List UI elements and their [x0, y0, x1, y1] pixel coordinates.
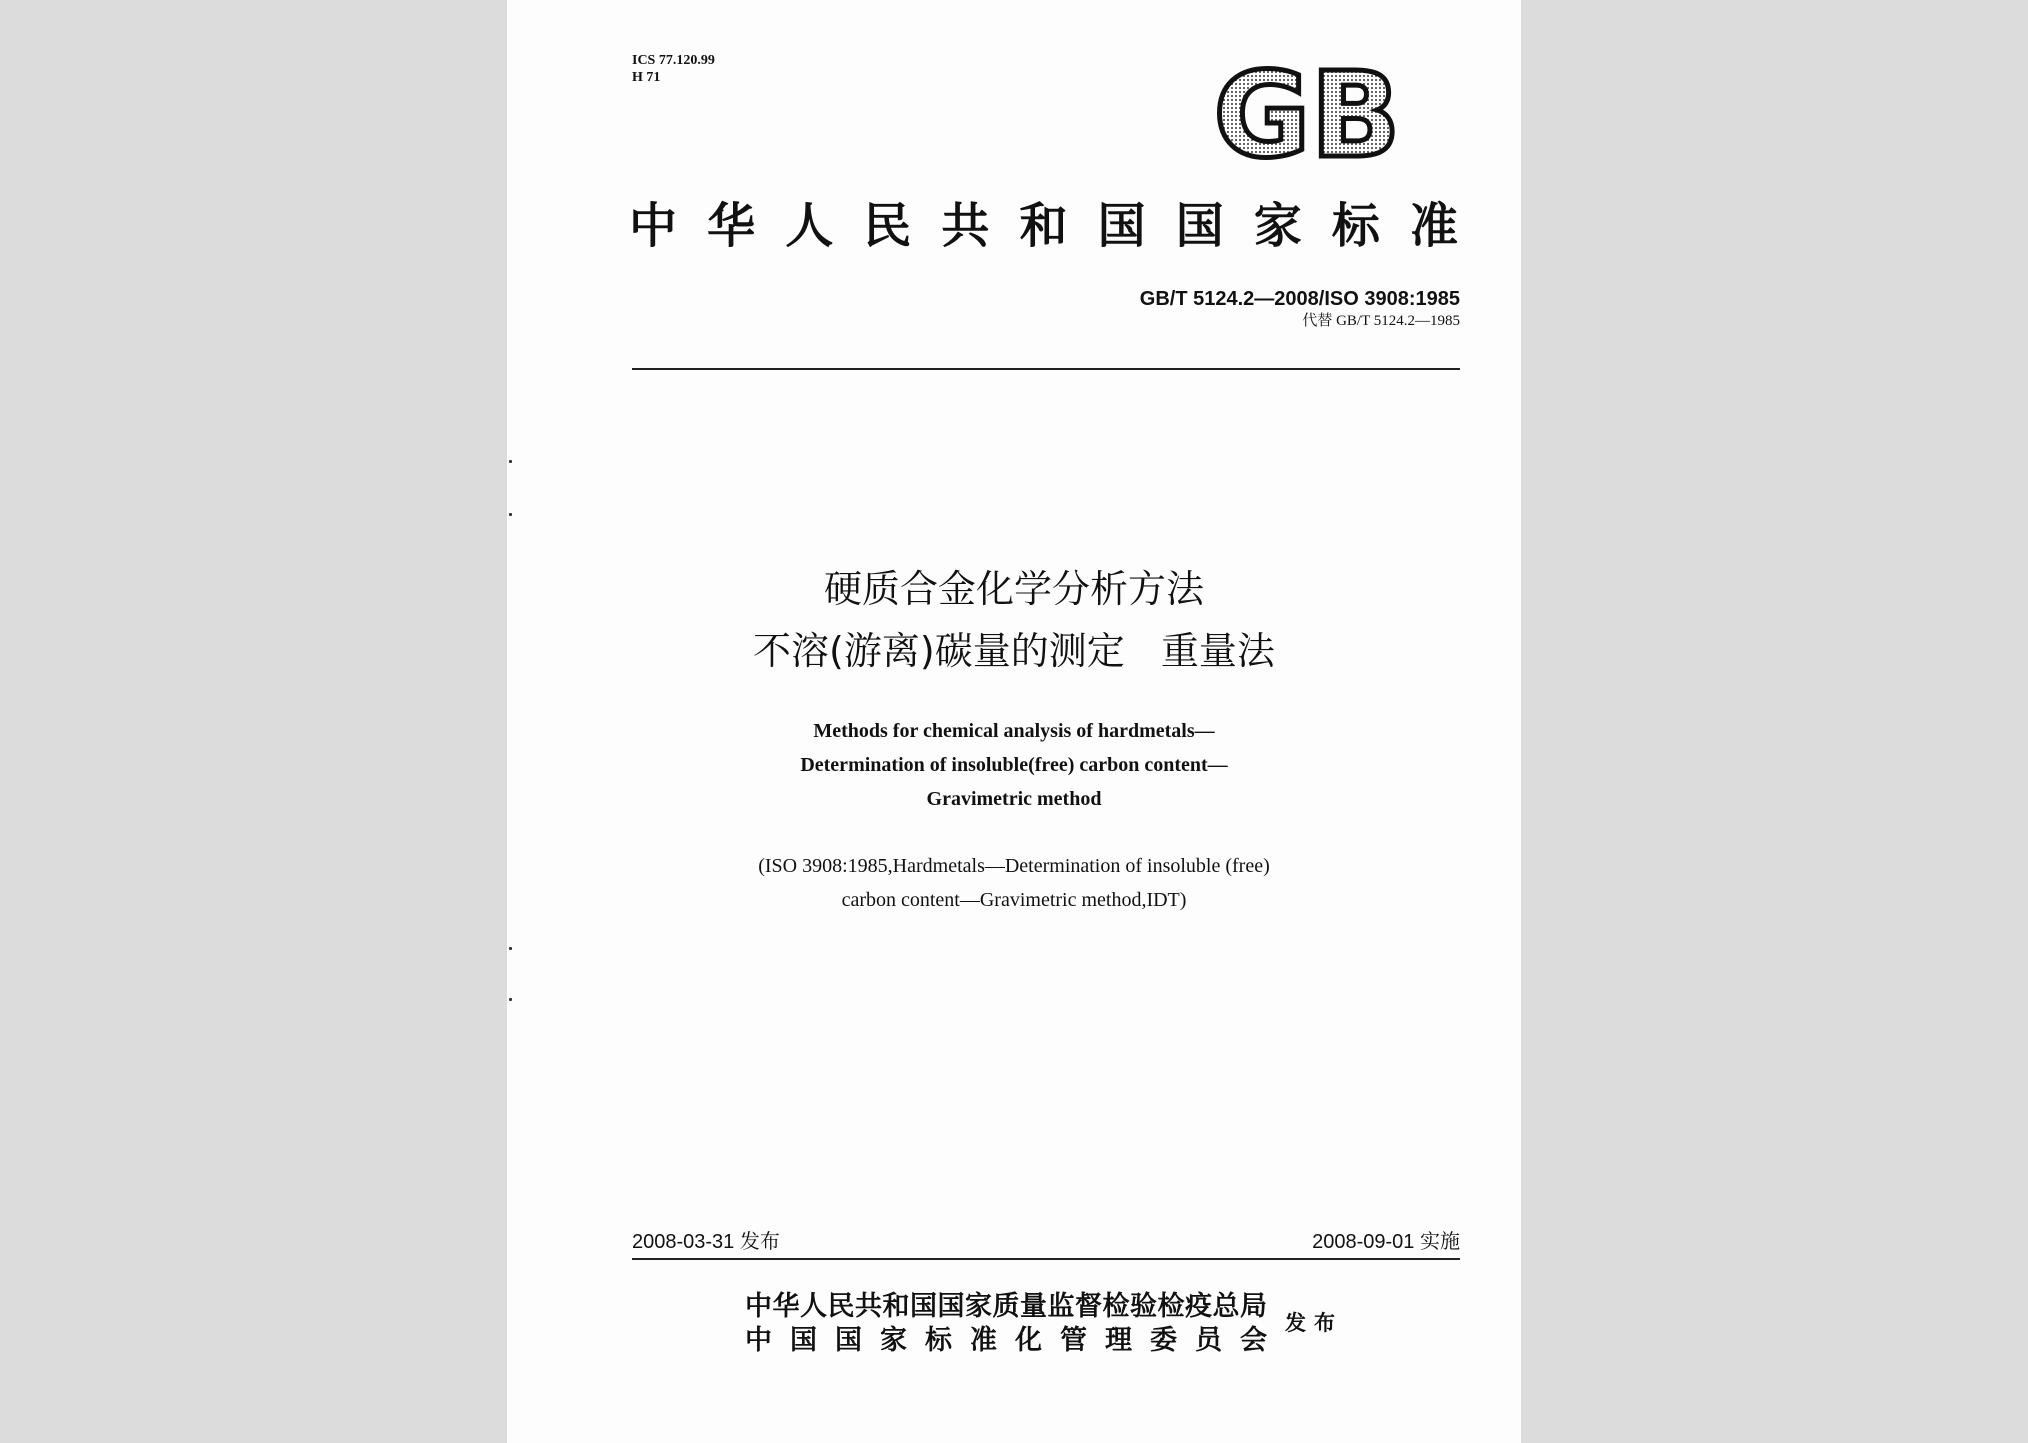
- replaces-standard: 代替 GB/T 5124.2—1985: [1302, 313, 1460, 329]
- scan-mark: [509, 513, 512, 516]
- issuer-aqsiq: 中华人民共和国国家质量监督检验检疫总局: [745, 1291, 1267, 1322]
- iso-reference-line-2: carbon content—Gravimetric method,IDT): [841, 889, 1187, 911]
- english-title-line-1: Methods for chemical analysis of hardmetals—: [813, 720, 1215, 742]
- ics-code: ICS 77.120.99: [632, 53, 715, 68]
- iso-reference-line-1: (ISO 3908:1985,Hardmetals—Determination of insoluble (free): [758, 855, 1270, 877]
- issue-label: 发布: [1285, 1310, 1343, 1335]
- chinese-title-line-1: 硬质合金化学分析方法: [823, 567, 1204, 611]
- top-divider: [632, 368, 1460, 370]
- standard-number: GB/T 5124.2—2008/ISO 3908:1985: [1139, 288, 1460, 310]
- gb-logo-text: GB: [1213, 58, 1401, 170]
- chinese-title-line-2: 不溶(游离)碳量的测定 重量法: [753, 629, 1275, 673]
- national-standard-title: 中华人民共和国国家标准: [629, 198, 1460, 254]
- bottom-divider: [632, 1258, 1460, 1260]
- ccs-code: H 71: [632, 70, 661, 85]
- scan-mark: [509, 998, 512, 1001]
- publish-date: 2008-03-31 发布: [632, 1231, 780, 1253]
- scan-mark: [509, 947, 512, 950]
- classification-codes: [632, 52, 715, 86]
- issuer-sac: 中国国家标准化管理委员会: [745, 1325, 1267, 1356]
- english-title-line-3: Gravimetric method: [926, 788, 1102, 810]
- gb-logo: [1202, 58, 1412, 170]
- english-title-line-2: Determination of insoluble(free) carbon content—: [800, 754, 1228, 776]
- document-page: [507, 0, 1521, 1443]
- scan-mark: [509, 460, 512, 463]
- implementation-date: 2008-09-01 实施: [1312, 1231, 1460, 1253]
